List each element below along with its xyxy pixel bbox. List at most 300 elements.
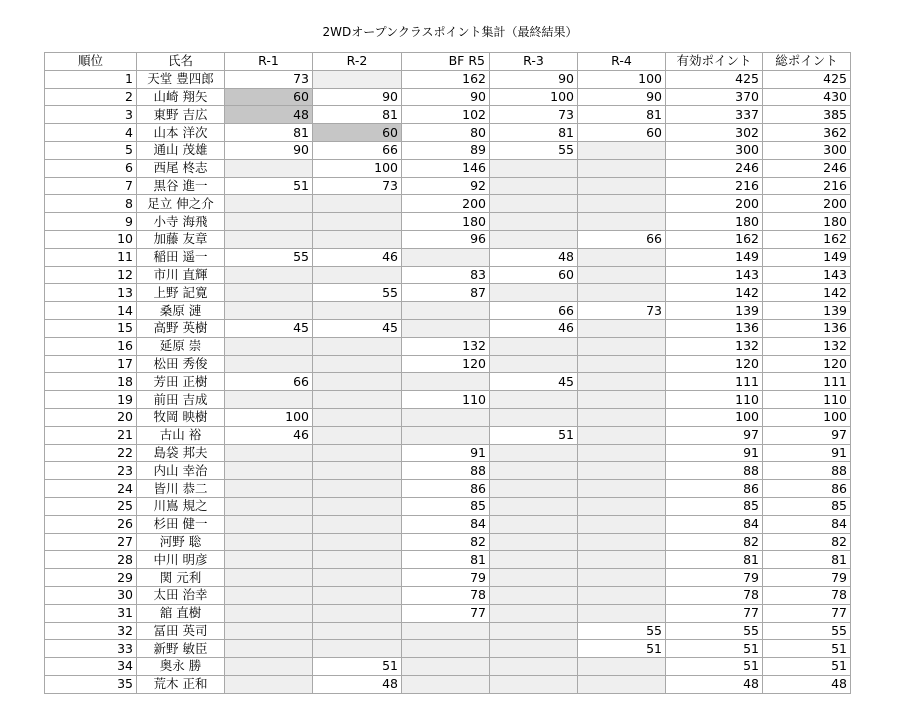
cell-name: 通山 茂雄 — [137, 141, 225, 159]
cell-rank: 31 — [45, 604, 137, 622]
cell-r2 — [313, 195, 402, 213]
cell-total-points: 100 — [763, 408, 851, 426]
cell-valid-points: 77 — [666, 604, 763, 622]
cell-total-points: 246 — [763, 159, 851, 177]
cell-r3 — [490, 391, 578, 409]
cell-total-points: 120 — [763, 355, 851, 373]
table-row — [45, 106, 851, 124]
cell-name: 上野 記寛 — [137, 284, 225, 302]
cell-r4 — [578, 569, 666, 587]
cell-name: 川嶌 規之 — [137, 497, 225, 515]
cell-r2 — [313, 70, 402, 88]
cell-name: 関 元利 — [137, 569, 225, 587]
cell-name: 黒谷 進一 — [137, 177, 225, 195]
cell-valid-points: 370 — [666, 88, 763, 106]
cell-bfr5: 84 — [402, 515, 490, 533]
cell-r2: 55 — [313, 284, 402, 302]
cell-rank: 5 — [45, 141, 137, 159]
cell-bfr5: 89 — [402, 141, 490, 159]
table-row — [45, 426, 851, 444]
cell-r3 — [490, 355, 578, 373]
cell-r3: 60 — [490, 266, 578, 284]
cell-rank: 9 — [45, 213, 137, 231]
table-row — [45, 355, 851, 373]
cell-valid-points: 200 — [666, 195, 763, 213]
cell-bfr5 — [402, 408, 490, 426]
cell-name: 足立 伸之介 — [137, 195, 225, 213]
cell-r2: 100 — [313, 159, 402, 177]
cell-name: 稲田 遥一 — [137, 248, 225, 266]
table-row — [45, 497, 851, 515]
cell-r3 — [490, 551, 578, 569]
cell-r2: 90 — [313, 88, 402, 106]
points-table — [44, 52, 851, 694]
cell-total-points: 142 — [763, 284, 851, 302]
cell-rank: 16 — [45, 337, 137, 355]
table-row — [45, 88, 851, 106]
cell-r4 — [578, 373, 666, 391]
cell-bfr5: 132 — [402, 337, 490, 355]
cell-r2 — [313, 302, 402, 320]
cell-total-points: 86 — [763, 480, 851, 498]
cell-bfr5 — [402, 426, 490, 444]
cell-bfr5: 120 — [402, 355, 490, 373]
cell-r4 — [578, 284, 666, 302]
table-row — [45, 141, 851, 159]
cell-total-points: 78 — [763, 586, 851, 604]
cell-r2: 48 — [313, 675, 402, 693]
cell-name: 西尾 柊志 — [137, 159, 225, 177]
cell-r3: 51 — [490, 426, 578, 444]
cell-rank: 12 — [45, 266, 137, 284]
cell-r1 — [225, 551, 313, 569]
cell-r4 — [578, 177, 666, 195]
cell-total-points: 77 — [763, 604, 851, 622]
cell-total-points: 162 — [763, 230, 851, 248]
cell-r1 — [225, 284, 313, 302]
cell-r2: 46 — [313, 248, 402, 266]
cell-rank: 19 — [45, 391, 137, 409]
cell-r2: 81 — [313, 106, 402, 124]
cell-r4 — [578, 266, 666, 284]
cell-r4 — [578, 551, 666, 569]
table-row — [45, 213, 851, 231]
table-row — [45, 675, 851, 693]
cell-r2 — [313, 640, 402, 658]
cell-total-points: 79 — [763, 569, 851, 587]
cell-r2 — [313, 391, 402, 409]
cell-rank: 11 — [45, 248, 137, 266]
cell-total-points: 84 — [763, 515, 851, 533]
cell-rank: 33 — [45, 640, 137, 658]
cell-total-points: 143 — [763, 266, 851, 284]
cell-r3 — [490, 337, 578, 355]
cell-rank: 35 — [45, 675, 137, 693]
cell-r3 — [490, 444, 578, 462]
cell-r1 — [225, 586, 313, 604]
cell-total-points: 51 — [763, 640, 851, 658]
cell-r2 — [313, 551, 402, 569]
cell-rank: 32 — [45, 622, 137, 640]
cell-r1 — [225, 622, 313, 640]
header-r2: R-2 — [313, 53, 402, 71]
cell-r4 — [578, 337, 666, 355]
cell-bfr5: 80 — [402, 124, 490, 142]
cell-r3: 90 — [490, 70, 578, 88]
cell-r4 — [578, 444, 666, 462]
table-row — [45, 515, 851, 533]
cell-rank: 10 — [45, 230, 137, 248]
cell-bfr5 — [402, 622, 490, 640]
cell-r1 — [225, 533, 313, 551]
cell-r4 — [578, 213, 666, 231]
header-valid-points: 有効ポイント — [666, 53, 763, 71]
cell-name: 河野 聡 — [137, 533, 225, 551]
header-r4: R-4 — [578, 53, 666, 71]
cell-bfr5: 91 — [402, 444, 490, 462]
cell-total-points: 200 — [763, 195, 851, 213]
cell-name: 松田 秀俊 — [137, 355, 225, 373]
cell-rank: 22 — [45, 444, 137, 462]
cell-r1 — [225, 515, 313, 533]
cell-valid-points: 180 — [666, 213, 763, 231]
cell-r1: 81 — [225, 124, 313, 142]
cell-bfr5 — [402, 248, 490, 266]
cell-r2 — [313, 569, 402, 587]
cell-name: 延原 崇 — [137, 337, 225, 355]
cell-r4 — [578, 426, 666, 444]
cell-r2 — [313, 622, 402, 640]
cell-r1 — [225, 355, 313, 373]
cell-r3 — [490, 497, 578, 515]
cell-r2 — [313, 408, 402, 426]
cell-r2 — [313, 444, 402, 462]
cell-valid-points: 81 — [666, 551, 763, 569]
cell-rank: 29 — [45, 569, 137, 587]
cell-name: 皆川 恭二 — [137, 480, 225, 498]
cell-bfr5: 180 — [402, 213, 490, 231]
cell-bfr5: 83 — [402, 266, 490, 284]
cell-r3 — [490, 586, 578, 604]
cell-r4 — [578, 604, 666, 622]
cell-total-points: 362 — [763, 124, 851, 142]
cell-valid-points: 48 — [666, 675, 763, 693]
cell-name: 前田 吉成 — [137, 391, 225, 409]
cell-r4: 90 — [578, 88, 666, 106]
cell-rank: 8 — [45, 195, 137, 213]
cell-valid-points: 132 — [666, 337, 763, 355]
cell-r3 — [490, 604, 578, 622]
cell-valid-points: 51 — [666, 658, 763, 676]
cell-name: 天堂 豊四郎 — [137, 70, 225, 88]
cell-valid-points: 216 — [666, 177, 763, 195]
cell-valid-points: 143 — [666, 266, 763, 284]
cell-r1 — [225, 462, 313, 480]
cell-total-points: 110 — [763, 391, 851, 409]
table-row — [45, 70, 851, 88]
cell-rank: 15 — [45, 319, 137, 337]
cell-r1 — [225, 195, 313, 213]
cell-name: 高野 英樹 — [137, 319, 225, 337]
cell-name: 桑原 漣 — [137, 302, 225, 320]
table-row — [45, 319, 851, 337]
cell-r4 — [578, 159, 666, 177]
cell-r1: 45 — [225, 319, 313, 337]
cell-name: 加藤 友章 — [137, 230, 225, 248]
table-row — [45, 533, 851, 551]
cell-r1 — [225, 604, 313, 622]
cell-name: 中川 明彦 — [137, 551, 225, 569]
cell-rank: 14 — [45, 302, 137, 320]
cell-r1: 60 — [225, 88, 313, 106]
cell-r4: 73 — [578, 302, 666, 320]
cell-total-points: 139 — [763, 302, 851, 320]
cell-r1 — [225, 675, 313, 693]
cell-rank: 1 — [45, 70, 137, 88]
cell-rank: 34 — [45, 658, 137, 676]
cell-r2 — [313, 355, 402, 373]
cell-r3 — [490, 533, 578, 551]
cell-r3 — [490, 675, 578, 693]
cell-rank: 27 — [45, 533, 137, 551]
cell-r3: 48 — [490, 248, 578, 266]
cell-name: 奥永 勝 — [137, 658, 225, 676]
cell-r3: 46 — [490, 319, 578, 337]
cell-valid-points: 82 — [666, 533, 763, 551]
table-row — [45, 622, 851, 640]
cell-valid-points: 162 — [666, 230, 763, 248]
header-bfr5: BF R5 — [402, 53, 490, 71]
table-row — [45, 230, 851, 248]
header-r3: R-3 — [490, 53, 578, 71]
cell-name: 舘 直樹 — [137, 604, 225, 622]
cell-rank: 28 — [45, 551, 137, 569]
header-total-points: 総ポイント — [763, 53, 851, 71]
cell-r2: 60 — [313, 124, 402, 142]
table-body — [45, 70, 851, 693]
cell-rank: 13 — [45, 284, 137, 302]
cell-r1 — [225, 337, 313, 355]
cell-valid-points: 136 — [666, 319, 763, 337]
cell-total-points: 82 — [763, 533, 851, 551]
cell-valid-points: 149 — [666, 248, 763, 266]
table-row — [45, 444, 851, 462]
header-name: 氏名 — [137, 53, 225, 71]
cell-rank: 24 — [45, 480, 137, 498]
cell-r3 — [490, 640, 578, 658]
cell-rank: 20 — [45, 408, 137, 426]
cell-r1: 48 — [225, 106, 313, 124]
cell-name: 芳田 正樹 — [137, 373, 225, 391]
table-row — [45, 586, 851, 604]
cell-total-points: 51 — [763, 658, 851, 676]
cell-bfr5: 77 — [402, 604, 490, 622]
cell-valid-points: 246 — [666, 159, 763, 177]
cell-name: 市川 直輝 — [137, 266, 225, 284]
cell-r1 — [225, 391, 313, 409]
cell-r4 — [578, 408, 666, 426]
cell-r1: 73 — [225, 70, 313, 88]
cell-r4 — [578, 586, 666, 604]
cell-name: 小寺 海飛 — [137, 213, 225, 231]
cell-total-points: 180 — [763, 213, 851, 231]
cell-valid-points: 97 — [666, 426, 763, 444]
cell-bfr5: 110 — [402, 391, 490, 409]
cell-valid-points: 84 — [666, 515, 763, 533]
cell-name: 東野 吉広 — [137, 106, 225, 124]
cell-name: 内山 幸治 — [137, 462, 225, 480]
cell-total-points: 85 — [763, 497, 851, 515]
cell-r2 — [313, 533, 402, 551]
cell-valid-points: 55 — [666, 622, 763, 640]
cell-total-points: 97 — [763, 426, 851, 444]
cell-name: 杉田 健一 — [137, 515, 225, 533]
cell-r3: 45 — [490, 373, 578, 391]
cell-total-points: 48 — [763, 675, 851, 693]
cell-name: 太田 治幸 — [137, 586, 225, 604]
cell-r3: 100 — [490, 88, 578, 106]
table-row — [45, 658, 851, 676]
cell-r1 — [225, 159, 313, 177]
cell-rank: 26 — [45, 515, 137, 533]
table-row — [45, 569, 851, 587]
cell-bfr5: 86 — [402, 480, 490, 498]
cell-total-points: 111 — [763, 373, 851, 391]
cell-r1: 90 — [225, 141, 313, 159]
cell-r2 — [313, 604, 402, 622]
cell-bfr5: 90 — [402, 88, 490, 106]
cell-name: 新野 敏臣 — [137, 640, 225, 658]
cell-name: 山崎 翔矢 — [137, 88, 225, 106]
cell-r2 — [313, 480, 402, 498]
cell-bfr5: 79 — [402, 569, 490, 587]
cell-r3: 73 — [490, 106, 578, 124]
cell-bfr5 — [402, 675, 490, 693]
cell-bfr5 — [402, 302, 490, 320]
cell-r4: 51 — [578, 640, 666, 658]
cell-bfr5: 96 — [402, 230, 490, 248]
cell-r1 — [225, 497, 313, 515]
cell-rank: 7 — [45, 177, 137, 195]
cell-r3 — [490, 480, 578, 498]
cell-bfr5: 87 — [402, 284, 490, 302]
cell-r4 — [578, 658, 666, 676]
cell-r2 — [313, 337, 402, 355]
table-row — [45, 302, 851, 320]
cell-r4 — [578, 515, 666, 533]
cell-r2 — [313, 462, 402, 480]
cell-total-points: 430 — [763, 88, 851, 106]
cell-valid-points: 302 — [666, 124, 763, 142]
cell-r3 — [490, 177, 578, 195]
cell-total-points: 132 — [763, 337, 851, 355]
cell-total-points: 425 — [763, 70, 851, 88]
cell-r3 — [490, 462, 578, 480]
cell-name: 牧岡 映樹 — [137, 408, 225, 426]
cell-valid-points: 85 — [666, 497, 763, 515]
cell-r1 — [225, 230, 313, 248]
cell-r3 — [490, 408, 578, 426]
cell-valid-points: 79 — [666, 569, 763, 587]
cell-r1: 66 — [225, 373, 313, 391]
cell-bfr5 — [402, 658, 490, 676]
cell-r2: 66 — [313, 141, 402, 159]
cell-r3 — [490, 284, 578, 302]
cell-r1: 46 — [225, 426, 313, 444]
cell-bfr5: 102 — [402, 106, 490, 124]
cell-rank: 6 — [45, 159, 137, 177]
cell-r2 — [313, 497, 402, 515]
cell-r2 — [313, 266, 402, 284]
cell-r2 — [313, 373, 402, 391]
cell-valid-points: 139 — [666, 302, 763, 320]
table-row — [45, 284, 851, 302]
cell-total-points: 81 — [763, 551, 851, 569]
cell-r1 — [225, 640, 313, 658]
cell-bfr5: 81 — [402, 551, 490, 569]
cell-name: 冨田 英司 — [137, 622, 225, 640]
table-row — [45, 177, 851, 195]
cell-r1 — [225, 266, 313, 284]
cell-r4: 60 — [578, 124, 666, 142]
cell-r4 — [578, 391, 666, 409]
cell-r4 — [578, 319, 666, 337]
cell-rank: 17 — [45, 355, 137, 373]
cell-bfr5: 146 — [402, 159, 490, 177]
cell-r2 — [313, 230, 402, 248]
cell-r4 — [578, 675, 666, 693]
cell-name: 島袋 邦夫 — [137, 444, 225, 462]
cell-r3 — [490, 195, 578, 213]
cell-total-points: 136 — [763, 319, 851, 337]
cell-r4: 100 — [578, 70, 666, 88]
cell-r2 — [313, 586, 402, 604]
cell-name: 古山 裕 — [137, 426, 225, 444]
page-title: 2WDオープンクラスポイント集計（最終結果） — [322, 25, 578, 39]
table-row — [45, 337, 851, 355]
cell-bfr5: 85 — [402, 497, 490, 515]
cell-valid-points: 86 — [666, 480, 763, 498]
cell-valid-points: 300 — [666, 141, 763, 159]
cell-rank: 30 — [45, 586, 137, 604]
cell-total-points: 300 — [763, 141, 851, 159]
cell-bfr5 — [402, 640, 490, 658]
cell-total-points: 88 — [763, 462, 851, 480]
table-row — [45, 408, 851, 426]
cell-valid-points: 110 — [666, 391, 763, 409]
header-rank: 順位 — [45, 53, 137, 71]
cell-r2 — [313, 515, 402, 533]
cell-r1 — [225, 569, 313, 587]
cell-r1 — [225, 213, 313, 231]
table-row — [45, 640, 851, 658]
cell-valid-points: 425 — [666, 70, 763, 88]
table-row — [45, 480, 851, 498]
cell-r4 — [578, 248, 666, 266]
cell-r3 — [490, 569, 578, 587]
cell-bfr5 — [402, 319, 490, 337]
cell-r1: 100 — [225, 408, 313, 426]
cell-bfr5: 200 — [402, 195, 490, 213]
cell-bfr5: 82 — [402, 533, 490, 551]
cell-valid-points: 120 — [666, 355, 763, 373]
cell-valid-points: 88 — [666, 462, 763, 480]
cell-rank: 23 — [45, 462, 137, 480]
cell-rank: 2 — [45, 88, 137, 106]
cell-rank: 25 — [45, 497, 137, 515]
table-row — [45, 391, 851, 409]
cell-rank: 3 — [45, 106, 137, 124]
